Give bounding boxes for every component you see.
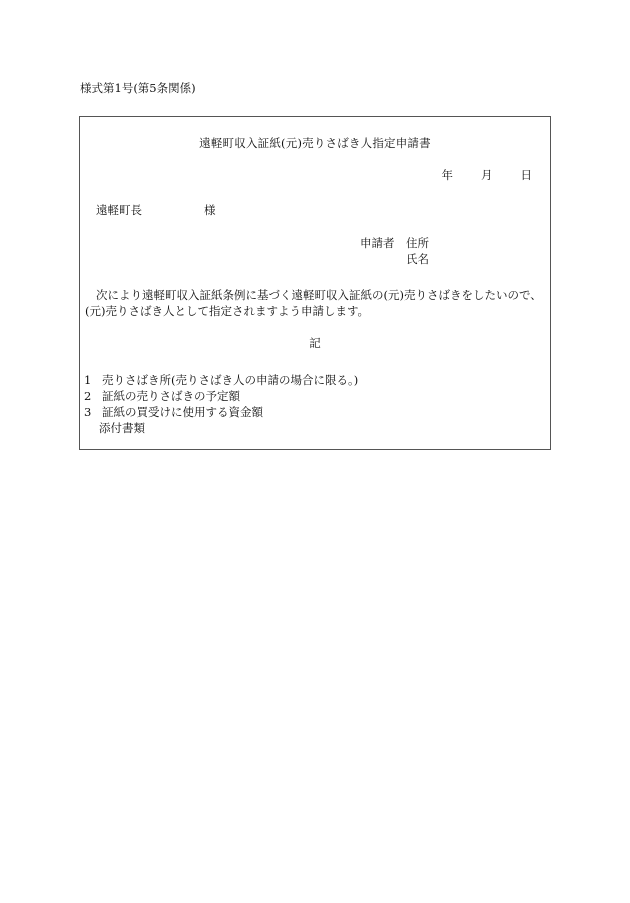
date-day-label: 日 bbox=[520, 168, 532, 182]
list-item: 3 証紙の買受けに使用する資金額 bbox=[84, 405, 263, 419]
date-month-label: 月 bbox=[481, 168, 493, 182]
list-item: 1 売りさばき所(売りさばき人の申請の場合に限る。) bbox=[84, 373, 359, 387]
addressee-honorific: 様 bbox=[204, 203, 216, 217]
form-title: 遠軽町収入証紙(元)売りさばき人指定申請書 bbox=[199, 136, 431, 150]
application-body-text: 次により遠軽町収入証紙条例に基づく遠軽町収入証紙の(元)売りさばきをしたいので、(元)売りさばき人として指定されますよう申請します。 bbox=[85, 288, 542, 318]
ki-heading: 記 bbox=[309, 336, 321, 350]
item-list bbox=[84, 372, 358, 436]
addressee bbox=[96, 205, 216, 217]
attachments-label: 添付書類 bbox=[99, 421, 145, 435]
addressee-name: 遠軽町長 bbox=[96, 203, 142, 217]
applicant-label: 申請者 bbox=[360, 236, 395, 250]
date-year-label: 年 bbox=[441, 168, 453, 182]
list-item: 2 証紙の売りさばきの予定額 bbox=[84, 389, 240, 403]
form-number: 様式第1号(第5条関係) bbox=[80, 81, 196, 95]
application-form bbox=[79, 116, 551, 450]
date-row bbox=[442, 170, 533, 182]
applicant-name-label: 氏名 bbox=[406, 252, 429, 266]
applicant-address-label: 住所 bbox=[406, 236, 429, 250]
